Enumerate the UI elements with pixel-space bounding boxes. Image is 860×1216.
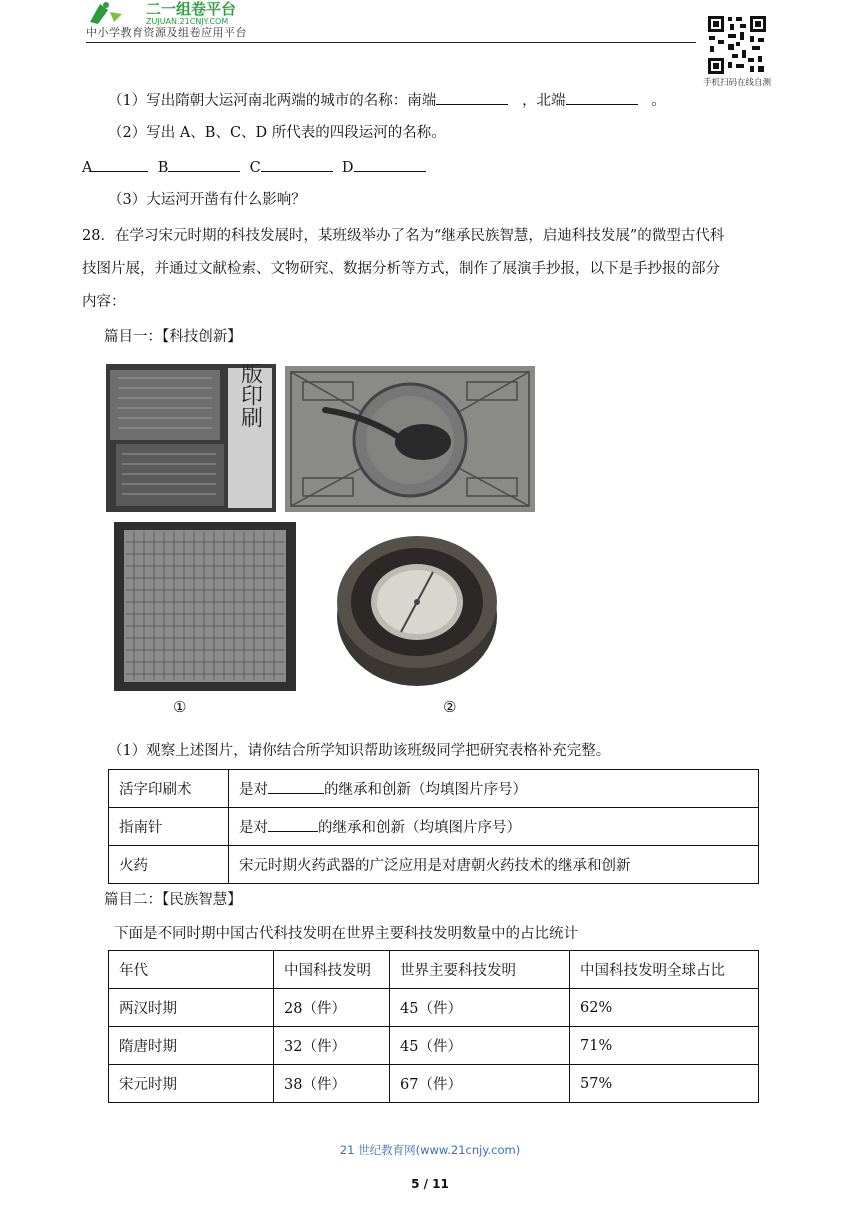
answer-blank-north[interactable] [566,90,638,105]
platform-logo [86,0,276,26]
section2-title: 篇目二：【民族智慧】 [104,892,242,908]
woodblock-printing-image [106,364,276,512]
answer-blank-b[interactable] [168,157,240,172]
q28-stem-line1: 28．在学习宋元时期的科技发展时，某班级举办了名为“继承民族智慧，启迪科技发展”的微型古代科 [82,228,725,244]
table-cell: 71% [570,1027,759,1065]
table-cell: 32（件） [274,1027,390,1065]
table-cell: 62% [570,989,759,1027]
q27-part2-blanks: A B C D [82,157,426,178]
table-cell: 45（件） [390,989,570,1027]
answer-blank-c[interactable] [261,157,333,172]
table-cell-description: 是对 的继承和创新（均填图片序号） [229,770,759,808]
svg-text:ZUJUAN.21CNJY.COM: ZUJUAN.21CNJY.COM [146,17,229,26]
qr-caption: 手机扫码在线自测 [702,78,771,88]
column-header: 中国科技发明全球占比 [570,951,759,989]
column-header: 世界主要科技发明 [390,951,570,989]
qr-code-icon[interactable] [706,14,768,76]
table-cell: 两汉时期 [109,989,274,1027]
page-header [0,0,860,95]
header-divider [86,42,696,43]
answer-blank-compass[interactable] [268,817,318,832]
table-header-row [109,951,759,989]
section1-title: 篇目一：【科技创新】 [104,329,242,345]
table-cell: 隋唐时期 [109,1027,274,1065]
table-row [109,846,759,884]
table-cell-invention: 活字印刷术 [109,770,229,808]
statistics-table [108,950,759,1103]
answer-blank-south[interactable] [436,90,508,105]
page-number: 5 / 11 [411,1177,449,1191]
table-row [109,1027,759,1065]
q27-part3: （3）大运河开凿有什么影响？ [108,192,306,208]
sinan-spoon-image [285,366,537,514]
q27-part2: （2）写出 A、B、C、D 所代表的四段运河的名称。 [108,125,446,141]
table-row [109,1065,759,1103]
table-cell: 57% [570,1065,759,1103]
answer-blank-movable-type[interactable] [268,779,324,794]
table-cell-invention: 指南针 [109,808,229,846]
q28-stem-line3: 内容： [82,294,126,310]
image-label-1: ① [173,698,187,716]
table-cell-description: 是对 的继承和创新（均填图片序号） [229,808,759,846]
table-row [109,989,759,1027]
table-row [109,770,759,808]
answer-blank-d[interactable] [354,157,426,172]
column-header: 中国科技发明 [274,951,390,989]
compass-image [335,530,500,690]
table-row [109,808,759,846]
table-cell-invention: 火药 [109,846,229,884]
answer-blank-a[interactable] [92,157,148,172]
table-cell: 28（件） [274,989,390,1027]
table2-caption: 下面是不同时期中国古代科技发明在世界主要科技发明数量中的占比统计 [114,926,578,942]
table-cell-description: 宋元时期火药武器的广泛应用是对唐朝火药技术的继承和创新 [229,846,759,884]
table-cell: 45（件） [390,1027,570,1065]
image-label-2: ② [443,698,457,716]
column-header: 年代 [109,951,274,989]
header-subtitle: 中小学教育资源及组卷应用平台 [86,26,247,39]
research-table [108,769,759,884]
q27-part1: （1）写出隋朝大运河南北两端的城市的名称：南端 ，北端 。 [108,90,666,111]
movable-type-image [114,522,296,691]
svg-text:二一组卷平台: 二一组卷平台 [146,0,237,18]
table-cell: 38（件） [274,1065,390,1103]
q28-stem-line2: 技图片展，并通过文献检索、文物研究、数据分析等方式，制作了展演手抄报，以下是手抄报的部分 [82,261,720,277]
footer-site-link[interactable]: 21 世纪教育网(www.21cnjy.com) [339,1143,521,1157]
sub-question-1: （1）观察上述图片，请你结合所学知识帮助该班级同学把研究表格补充完整。 [108,743,611,759]
table-cell: 宋元时期 [109,1065,274,1103]
table-cell: 67（件） [390,1065,570,1103]
woodblock-caption: 雕版印刷 [237,364,263,428]
